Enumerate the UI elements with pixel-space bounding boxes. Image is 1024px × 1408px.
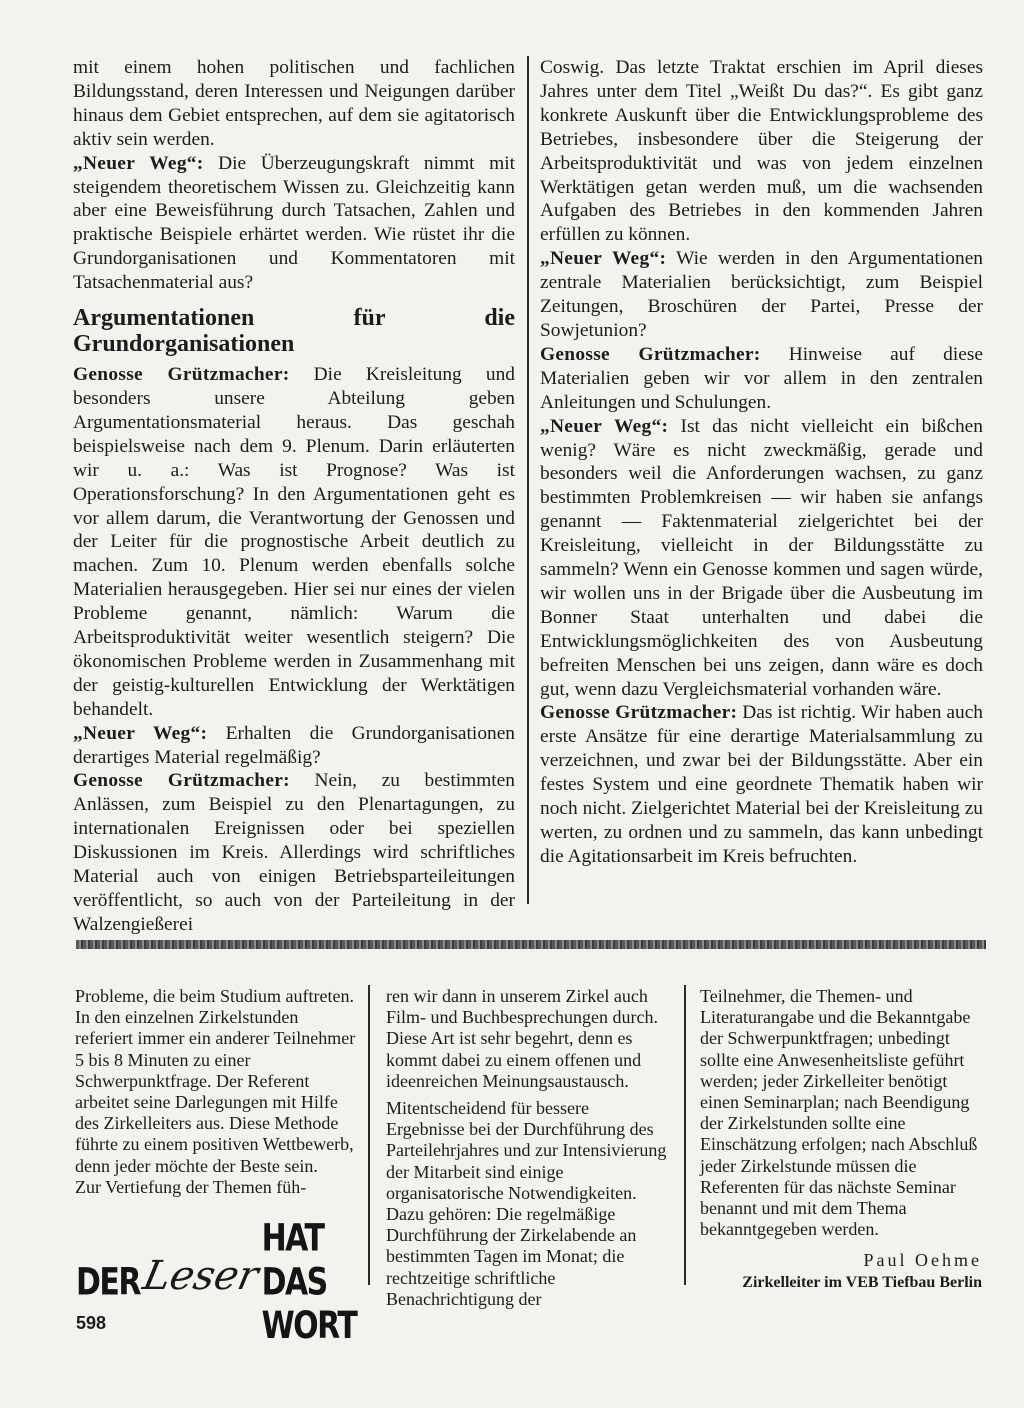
paragraph-text: Wie werden in den Argumentationen zentrale Materialien berücksichtigt, zum Beispiel Zeitungen, Broschüren der Partei, Presse der Sowjetunion?	[540, 248, 983, 341]
paragraph: In den einzelnen Zirkelstunden referiert immer ein anderer Teilnehmer 5 bis 8 Minuten zu einer Schwerpunktfrage. Der Referent arbeitet seine Darlegungen mit Hilfe des Zirkelleiters aus. Diese Methode führte zu einem positiven Wettbewerb, denn jeder möchte der Beste sein.	[75, 1007, 356, 1176]
letter-column-3	[700, 986, 982, 1293]
paragraph-text: Das ist richtig. Wir haben auch erste Ansätze für eine derartige Materialsammlung zu verzeichnen, und zwar bei der Bildungsstätte. Aber ein festes System und eine geordnete Thematik haben wir noch nicht. Zielgerichtet Material bei der Kreisleitung zu werten, zu ordnen und zu sammeln, das kann unbedingt die Agitationsarbeit im Kreis befruchten.	[540, 702, 983, 867]
paragraph	[73, 152, 515, 295]
paragraph-text: Ist das nicht vielleicht ein bißchen wenig? Wäre es nicht zweckmäßig, gerade und besonders weil die Anforderungen wachsen, zu ganz bestimmten Problemkreisen — wir haben sie anfangs genannt — Faktenmaterial zielgerichtet bei der Kreisleitung, vielleicht in der Bildungsstätte zu sammeln? Wenn ein Genosse kommen und sagen würde, wir wollen uns in der Brigade über die Ausbeutung im Bonner Staat unterhalten und dabei die Entwicklungsmöglichkeiten des von Ausbeutung befreiten Menschen bei uns zeigen, dann wäre es doch gut, wenn dazu Vergleichsmaterial vorhanden wäre.	[540, 415, 983, 700]
paragraph: Coswig. Das letzte Traktat erschien im April dieses Jahres unter dem Titel „Weißt Du das?“. Es gibt ganz konkrete Auskunft über die Entwicklungsprobleme des Betriebes, insbesondere über die Steigerung der Arbeitsproduktivität und was von jedem einzelnen Werktätigen getan werden muß, um die wachsenden Aufgaben des Betriebes in den kommenden Jahren erfüllen zu können.	[540, 57, 983, 246]
page-number: 598	[76, 1313, 107, 1333]
logo-text-der: DER	[76, 1260, 140, 1304]
speaker-label: „Neuer Weg“:	[73, 722, 208, 744]
author-role: Zirkelleiter im VEB Tiefbau Berlin	[742, 1273, 982, 1291]
paragraph-text: Die Kreisleitung und besonders unsere Abteilung geben Argumentationsmaterial heraus. Das geschah beispielsweise nach dem 9. Plenum. Darin erläuterten wir u. a.: Was ist Prognose? Was ist Operationsforschung? In den Argumentationen geht es vor allem darum, die Verantwortung der Genossen und der Leiter für die prognostische Arbeit deutlich zu machen. Zum 10. Plenum werden ebenfalls solche Materialien herausgegeben. Hier sei nur eines der vielen Probleme genannt, nämlich: Warum die Arbeitsproduktivität weiter wesentlich steigern? Die ökonomischen Probleme werden in Zusammenhang mit der geistig-kulturellen Entwicklung der Werktätigen behandelt.	[73, 364, 515, 720]
paragraph-text: Hinweise auf diese Materialien geben wir vor allem in den zentralen Anleitungen und Schulungen.	[540, 343, 983, 413]
paragraph: Teilnehmer, die Themen- und Literaturangabe und die Bekanntgabe der Schwerpunktfragen; unbedingt sollte eine Anwesenheitsliste geführt werden; jeder Zirkelleiter benötigt einen Seminarplan; nach Beendigung der Zirkelstunden sollte eine Einschätzung erfolgen; nach Abschluß jeder Zirkelstunde müssen die Referenten für das nächste Seminar benannt und mit dem Thema bekanntgegeben werden.	[700, 986, 978, 1240]
speaker-label: Genosse Grützmacher:	[540, 343, 761, 365]
column-divider-rule	[684, 985, 686, 1285]
column-divider-rule	[527, 56, 529, 904]
interview-column-left	[73, 56, 515, 937]
logo-text-hat-das-wort: HAT DAS WORT	[261, 1216, 357, 1348]
speaker-label: „Neuer Weg“:	[73, 152, 204, 174]
paragraph: Zur Vertiefung der Themen füh-	[75, 1176, 307, 1197]
speaker-label: Genosse Grützmacher:	[73, 770, 290, 792]
paragraph	[540, 247, 983, 343]
interview-column-right	[540, 56, 983, 869]
column-divider-rule	[368, 985, 370, 1285]
section-heading: Argumentationen für die Grundorganisationen	[73, 305, 515, 358]
letter-column-2	[386, 986, 670, 1310]
paragraph-text: Erhalten die Grundorganisationen derartiges Material regelmäßig?	[73, 722, 516, 768]
paragraph-text: Nein, zu bestimmten Anlässen, zum Beispiel zu den Plenartagungen, zu internationalen Ereignissen oder bei speziellen Diskussionen im Kreis. Allerdings wird schriftliches Material auch von einigen Betriebsparteileitungen veröffentlicht, so auch von der Parteileitung in der Walzengießerei	[73, 770, 515, 935]
paragraph	[73, 722, 515, 770]
paragraph	[540, 415, 983, 702]
author-signature: Paul Oehme	[863, 1250, 982, 1271]
speaker-label: „Neuer Weg“:	[540, 415, 669, 437]
paragraph: ren wir dann in unserem Zirkel auch Film- und Buchbesprechungen durch. Diese Art ist sehr begehrt, denn es kommt dabei zu einem offenen und ideenreichen Meinungsaustausch.	[386, 986, 658, 1091]
paragraph: mit einem hohen politischen und fachlichen Bildungsstand, deren Interessen und Neigungen darüber hinaus dem Gebiet entsprechen, auf dem sie agitatorisch aktiv sein werden.	[73, 57, 515, 150]
paragraph	[73, 769, 515, 936]
speaker-label: Genosse Grützmacher:	[73, 364, 290, 386]
paragraph: Mitentscheidend für bessere Ergebnisse bei der Durchführung des Parteilehrjahres und zur Intensivierung der Mitarbeit sind einige organisatorische Notwendigkeiten. Dazu gehören: Die regelmäßige Durchführung der Zirkelabende an bestimmten Tagen im Monat; die rechtzeitige schriftliche Benachrichtigung der	[386, 1098, 667, 1309]
speaker-label: „Neuer Weg“:	[540, 248, 667, 270]
paragraph	[540, 343, 983, 415]
speaker-label: Genosse Grützmacher:	[540, 702, 738, 724]
logo-text-leser: Leser	[139, 1253, 263, 1299]
paragraph-text: Die Überzeugungskraft nimmt mit steigendem theoretischem Wissen zu. Gleichzeitig kann aber eine Beweisführung durch Tatsachen, Zahlen und praktische Beispiele erhärtet werden. Wie rüstet ihr die Grundorganisationen und Kommentatoren mit Tatsachenmaterial aus?	[73, 152, 515, 294]
section-divider-bar	[76, 940, 986, 949]
paragraph	[540, 701, 983, 868]
letter-column-1	[75, 986, 359, 1198]
paragraph: Probleme, die beim Studium auftreten.	[75, 986, 354, 1006]
paragraph	[73, 363, 515, 722]
